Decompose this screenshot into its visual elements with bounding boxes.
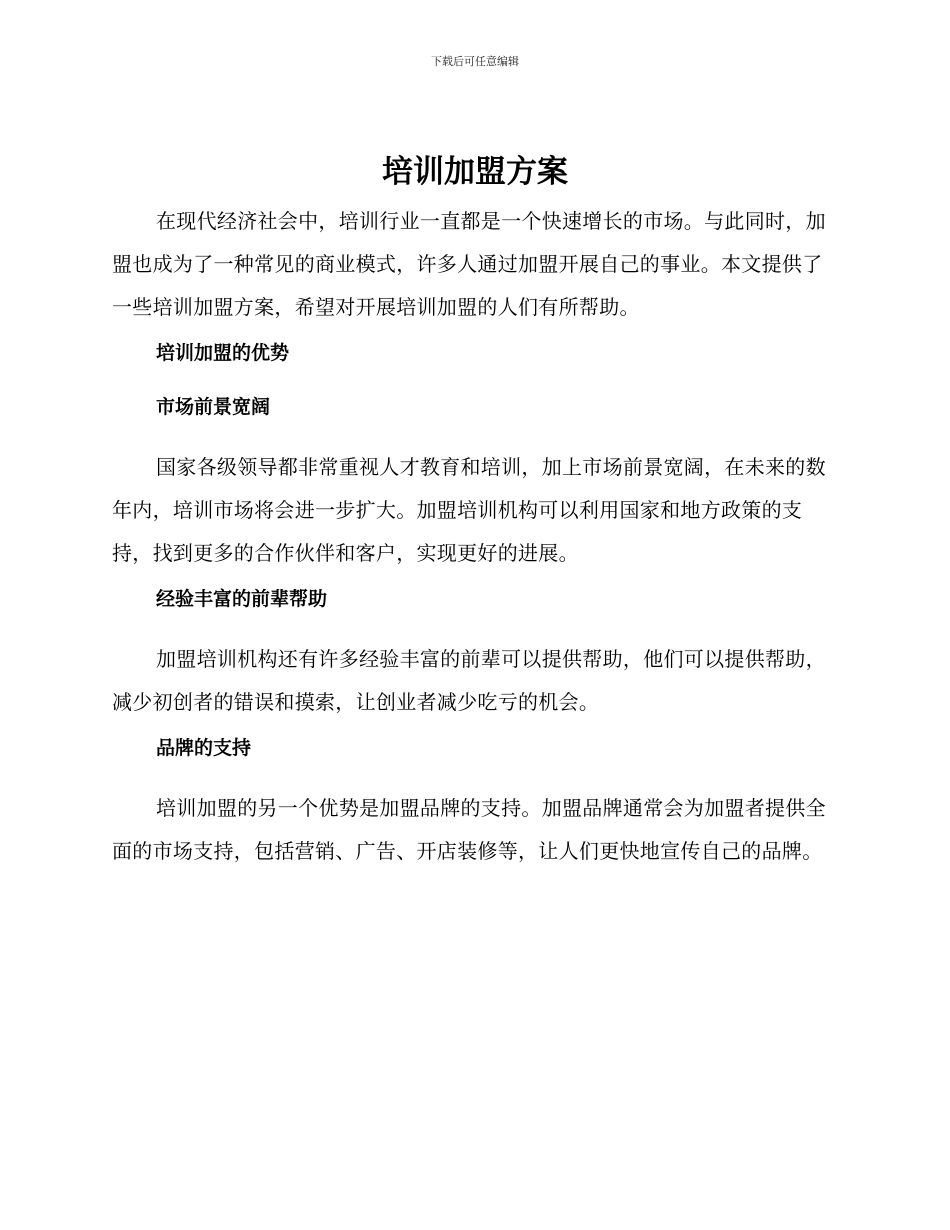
- subsection-body-mentors: 加盟培训机构还有许多经验丰富的前辈可以提供帮助，他们可以提供帮助，减少初创者的错误和摸索，让创业者减少吃亏的机会。: [112, 647, 826, 714]
- section-heading-advantages: 培训加盟的优势: [156, 342, 290, 364]
- subsection-heading-market: 市场前景宽阔: [156, 396, 271, 418]
- document-title: 培训加盟方案: [382, 154, 568, 190]
- subsection-body-market: 国家各级领导都非常重视人才教育和培训，加上市场前景宽阔，在未来的数年内，培训市场将会进一步扩大。加盟培训机构可以利用国家和地方政策的支持，找到更多的合作伙伴和客户，实现更好的进展。: [112, 455, 826, 565]
- intro-paragraph: 在现代经济社会中，培训行业一直都是一个快速增长的市场。与此同时，加盟也成为了一种常见的商业模式，许多人通过加盟开展自己的事业。本文提供了一些培训加盟方案，希望对开展培训加盟的人们有所帮助。: [112, 209, 826, 319]
- subsection-body-brand: 培训加盟的另一个优势是加盟品牌的支持。加盟品牌通常会为加盟者提供全面的市场支持，包括营销、广告、开店装修等，让人们更快地宣传自己的品牌。: [112, 796, 826, 863]
- subsection-heading-mentors: 经验丰富的前辈帮助: [156, 588, 328, 610]
- document-body: [112, 200, 836, 882]
- header-note: 下载后可任意编辑: [431, 55, 519, 68]
- subsection-heading-brand: 品牌的支持: [156, 737, 252, 759]
